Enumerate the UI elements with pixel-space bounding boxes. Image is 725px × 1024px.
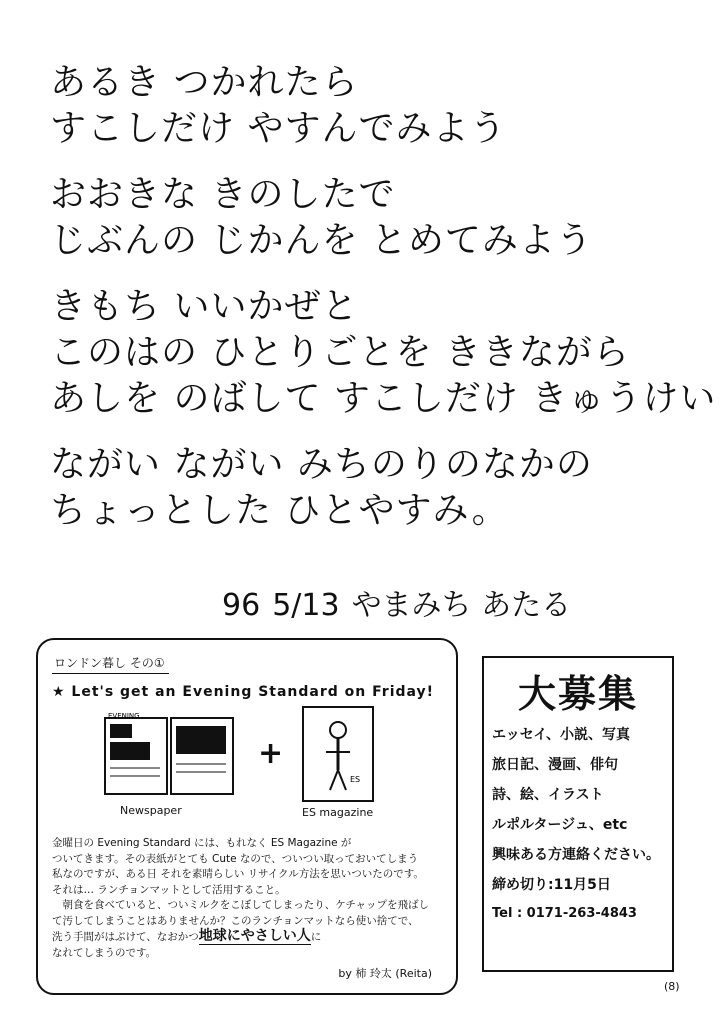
column-body-line: て汚してしまうことはありませんか？このランチョンマットなら使い捨てで、 bbox=[52, 914, 419, 927]
poem-line: このはの ひとりごとを ききながら bbox=[50, 332, 630, 373]
column-highlight: 地球にやさしい人 bbox=[198, 928, 311, 944]
signature-author: やまみち あたる bbox=[351, 588, 572, 623]
page-number: (8) bbox=[664, 980, 680, 993]
newspaper-caption: Newspaper bbox=[120, 804, 182, 817]
column-body-line: 朝食を食べていると、ついミルクをこぼしてしまったり、ケチャップを飛ばし bbox=[52, 899, 430, 911]
poem-line: ながい ながい みちのりのなかの bbox=[50, 444, 593, 485]
poem-stanza-2 bbox=[50, 172, 700, 264]
ad-line: 締め切り:11月5日 bbox=[492, 877, 611, 893]
column-body-line: ついてきます。その表紙がとても Cute なので、ついつい取っておいてしまう bbox=[52, 852, 419, 865]
column-heading: ロンドン暮し その① bbox=[52, 654, 169, 674]
poem-line: すこしだけ やすんでみよう bbox=[50, 108, 507, 149]
poem-line: きもち いいかぜと bbox=[50, 286, 359, 327]
ad-line: 興味ある方連絡ください。 bbox=[492, 847, 660, 863]
column-subtitle: ★ Let's get an Evening Standard on Friday! bbox=[52, 684, 435, 700]
newspaper-illustration bbox=[104, 712, 234, 796]
ad-line: 詩、絵、イラスト bbox=[492, 787, 604, 803]
signature-date: 5/13 bbox=[272, 588, 340, 623]
column-illustration bbox=[52, 706, 442, 826]
ad-title: 大募集 bbox=[517, 672, 638, 716]
recruitment-ad bbox=[482, 656, 674, 972]
newspaper-label: EVENING bbox=[108, 712, 140, 720]
signature-year: 96 bbox=[222, 588, 261, 623]
column-body-line: それは… ランチョンマットとして活用すること。 bbox=[52, 883, 286, 896]
column-body-line: 私なのですが、ある日 それを素晴らしい リサイクル方法を思いついたのです。 bbox=[52, 868, 424, 880]
plus-sign: + bbox=[258, 736, 284, 771]
ad-telephone: Tel : 0171-263-4843 bbox=[492, 906, 637, 921]
poem-line: じぶんの じかんを とめてみよう bbox=[50, 220, 593, 261]
poem-line: あるき つかれたら bbox=[50, 62, 359, 103]
column-body-line: なれてしまうのです。 bbox=[52, 946, 157, 959]
column-byline: by 柿 玲太 (Reita) bbox=[338, 967, 432, 980]
magazine-caption: ES magazine bbox=[302, 806, 374, 819]
poem-line: ちょっとした ひとやすみ。 bbox=[50, 490, 509, 531]
poem-stanza-4 bbox=[50, 442, 700, 534]
poem-signature bbox=[222, 580, 583, 624]
magazine-logo: ES bbox=[350, 775, 361, 784]
poem-line: おおきな きのしたで bbox=[50, 174, 396, 215]
poem bbox=[50, 60, 717, 554]
ad-line: エッセイ、小説、写真 bbox=[492, 727, 631, 743]
ad-line: ルポルタージュ、etc bbox=[492, 817, 628, 833]
london-column bbox=[36, 638, 458, 995]
poem-stanza-1 bbox=[50, 60, 700, 152]
poem-line: あしを のばして すこしだけ きゅうけい bbox=[50, 378, 717, 419]
column-body-line: 金曜日の Evening Standard には、もれなく ES Magazine が bbox=[52, 837, 352, 849]
column-body-text: 洗う手間がはぶけて、なおかつ bbox=[52, 931, 199, 943]
column-body bbox=[52, 836, 442, 961]
poem-stanza-3 bbox=[50, 284, 717, 422]
column-body-line bbox=[52, 929, 442, 946]
magazine-illustration bbox=[302, 706, 374, 802]
column-body-text: に bbox=[310, 931, 322, 943]
ad-line: 旅日記、漫画、俳句 bbox=[492, 757, 618, 773]
